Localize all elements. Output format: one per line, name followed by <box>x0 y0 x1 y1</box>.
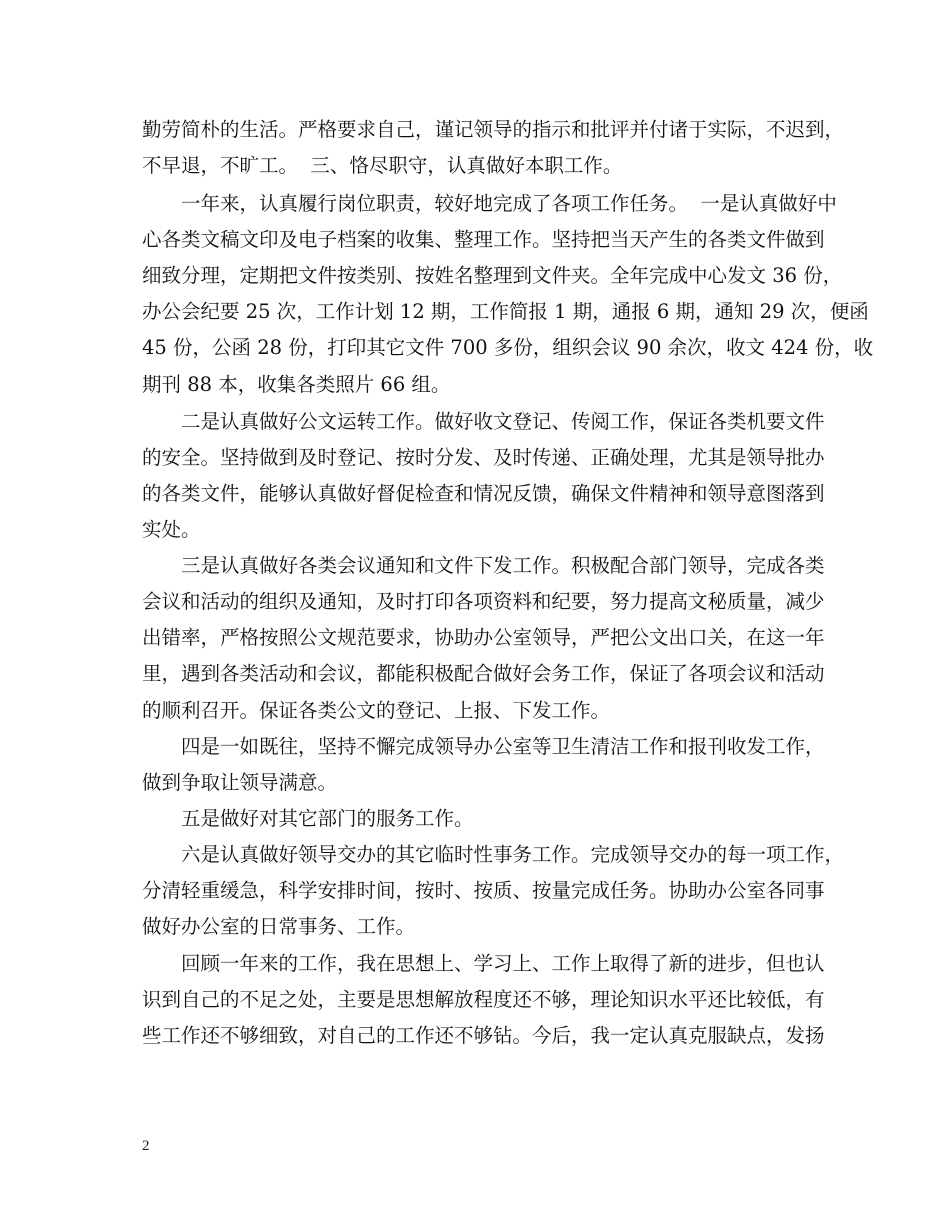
text-line: 回顾一年来的工作，我在思想上、学习上、工作上取得了新的进步，但也认 <box>181 952 825 975</box>
page-number: 2 <box>142 1138 150 1154</box>
text-line: 办公会纪要 25 次，工作计划 12 期，工作简报 1 期，通报 6 期，通知 29 次，便函 <box>142 300 869 323</box>
text-line: 的各类文件，能够认真做好督促检查和情况反馈，确保文件精神和领导意图落到 <box>142 482 825 505</box>
text-line: 的顺利召开。保证各类公文的登记、上报、下发工作。 <box>142 699 611 722</box>
text-line: 做到争取让领导满意。 <box>142 771 338 794</box>
text-line: 不早退，不旷工。 三、恪尽职守，认真做好本职工作。 <box>142 154 623 177</box>
text-line: 些工作还不够细致，对自己的工作还不够钻。今后，我一定认真克服缺点，发扬 <box>142 1024 825 1047</box>
text-line: 一年来，认真履行岗位职责，较好地完成了各项工作任务。 一是认真做好中 <box>181 192 837 215</box>
text-line: 三是认真做好各类会议通知和文件下发工作。积极配合部门领导，完成各类 <box>181 554 825 577</box>
text-line: 会议和活动的组织及通知，及时打印各项资料和纪要，努力提高文秘质量，减少 <box>142 590 825 613</box>
text-line: 六是认真做好领导交办的其它临时性事务工作。完成领导交办的每一项工作， <box>181 843 845 866</box>
text-line: 识到自己的不足之处，主要是思想解放程度还不够，理论知识水平还比较低，有 <box>142 988 825 1011</box>
text-line: 勤劳简朴的生活。严格要求自己，谨记领导的指示和批评并付诸于实际，不迟到， <box>142 118 845 141</box>
text-line: 四是一如既往，坚持不懈完成领导办公室等卫生清洁工作和报刊收发工作， <box>181 735 825 758</box>
text-line: 里，遇到各类活动和会议，都能积极配合做好会务工作，保证了各项会议和活动 <box>142 662 825 685</box>
text-line: 二是认真做好公文运转工作。做好收文登记、传阅工作，保证各类机要文件 <box>181 410 825 433</box>
text-line: 细致分理，定期把文件按类别、按姓名整理到文件夹。全年完成中心发文 36 份， <box>142 264 843 287</box>
text-line: 出错率，严格按照公文规范要求，协助办公室领导，严把公文出口关，在这一年 <box>142 626 825 649</box>
text-line: 五是做好对其它部门的服务工作。 <box>181 807 474 830</box>
text-line: 实处。 <box>142 518 201 541</box>
text-line: 的安全。坚持做到及时登记、按时分发、及时传递、正确处理，尤其是领导批办 <box>142 446 825 469</box>
text-line: 分清轻重缓急，科学安排时间，按时、按质、按量完成任务。协助办公室各同事 <box>142 879 825 902</box>
text-line: 45 份，公函 28 份，打印其它文件 700 多份，组织会议 90 余次，收文 424 份，收 <box>142 336 874 359</box>
text-line: 期刊 88 本，收集各类照片 66 组。 <box>142 373 451 396</box>
text-line: 做好办公室的日常事务、工作。 <box>142 915 416 938</box>
text-line: 心各类文稿文印及电子档案的收集、整理工作。坚持把当天产生的各类文件做到 <box>142 228 825 251</box>
